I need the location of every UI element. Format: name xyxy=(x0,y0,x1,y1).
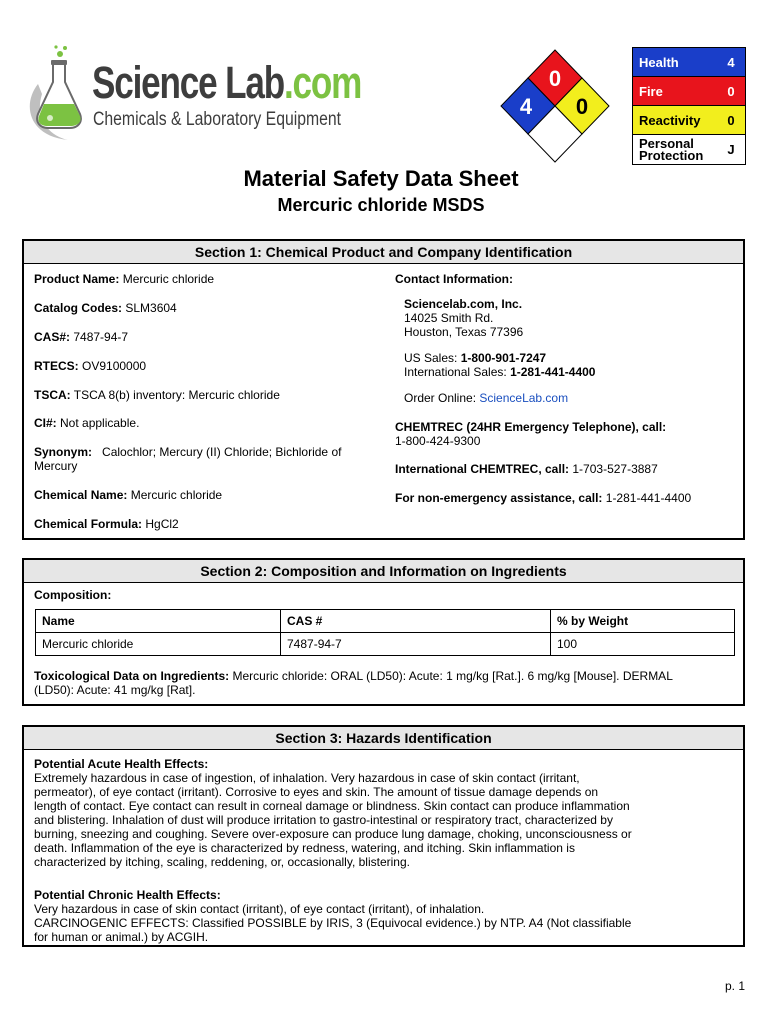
table-cell-cas: 7487-94-7 xyxy=(281,633,551,656)
company-address: Sciencelab.com, Inc. 14025 Smith Rd. Houston, Texas 77396 xyxy=(404,297,524,339)
hmis-row-ppe xyxy=(633,135,745,164)
rtecs-field: RTECS: OV9100000 xyxy=(34,359,147,373)
hmis-row-health xyxy=(633,48,745,77)
document-title: Material Safety Data Sheet xyxy=(243,166,519,191)
intl-chemtrec-field: International CHEMTREC, call: 1-703-527-3887 xyxy=(395,462,658,476)
order-online-link[interactable]: ScienceLab.com xyxy=(479,391,569,405)
table-cell-weight: 100 xyxy=(551,633,735,656)
section-3 xyxy=(22,725,745,947)
cas-field: CAS#: 7487-94-7 xyxy=(34,330,129,344)
hmis-label xyxy=(632,47,746,165)
hmis-row-fire xyxy=(633,77,745,106)
chemtrec-field: CHEMTREC (24HR Emergency Telephone), call: 1-800-424-9300 xyxy=(395,420,667,448)
non-emergency-field: For non-emergency assistance, call: 1-281-441-4400 xyxy=(395,491,692,505)
page-number: p. 1 xyxy=(724,979,745,993)
nfpa-health-value: 4 xyxy=(519,94,533,119)
order-online-field: Order Online: ScienceLab.com xyxy=(404,391,569,405)
section-2 xyxy=(22,558,745,706)
document-subtitle: Mercuric chloride MSDS xyxy=(277,195,485,215)
sales-phones: US Sales: 1-800-901-7247 International Sales: 1-281-441-4400 xyxy=(404,351,596,379)
ci-field: CI#: Not applicable. xyxy=(34,416,140,430)
composition-table xyxy=(35,609,735,656)
nfpa-diamond xyxy=(500,48,610,164)
logo-tagline: Chemicals & Laboratory Equipment xyxy=(93,109,342,130)
hmis-health-value: 4 xyxy=(727,54,735,70)
section-3-heading: Section 3: Hazards Identification xyxy=(24,727,743,750)
composition-label: Composition: xyxy=(34,588,112,602)
synonym-field: Synonym: Calochlor; Mercury (II) Chloride; Bichloride of Mercury xyxy=(34,445,342,473)
table-header-row xyxy=(36,610,735,633)
table-cell-name: Mercuric chloride xyxy=(36,633,281,656)
chemical-name-field: Chemical Name: Mercuric chloride xyxy=(34,488,223,502)
hmis-fire-label: Fire xyxy=(639,83,663,99)
hmis-fire-value: 0 xyxy=(727,83,735,99)
section-1-heading: Section 1: Chemical Product and Company Identification xyxy=(24,241,743,264)
table-row xyxy=(36,633,735,656)
table-header-weight: % by Weight xyxy=(551,610,735,633)
section-1 xyxy=(22,239,745,540)
acute-health-effects: Potential Acute Health Effects: Extremely hazardous in case of ingestion, of inhalation. Very hazardous in case of skin contact (irritant, permeator), of eye contact (irritant). Corrosive to eyes and skin. The amount of tissue damage depends on length of contact. Eye contact can result in corneal damage or blindness. Skin contact can produce inflammation and blistering. Inhalation of dust will produce irritation to gastro-intestinal or respiratory tract, characterized by burning, sneezing and coughing. Severe over-exposure can produce lung damage, choking, unconsciousness or death. Inflammation of the eye is characterized by redness, watering, and itching. Skin inflammation is characterized by itching, scaling, reddening, or, occasionally, blistering. xyxy=(34,757,632,869)
nfpa-fire-value: 0 xyxy=(548,66,562,91)
hmis-reactivity-value: 0 xyxy=(727,112,735,128)
toxicological-data: Toxicological Data on Ingredients: Mercuric chloride: ORAL (LD50): Acute: 1 mg/kg [Rat.]. 6 mg/kg [Mouse]. DERMAL (LD50): Acute: 41 mg/kg [Rat]. xyxy=(34,669,673,697)
section-2-heading: Section 2: Composition and Information on Ingredients xyxy=(24,560,743,583)
logo-wordmark: Science Lab.com xyxy=(92,57,362,108)
hmis-row-reactivity xyxy=(633,106,745,135)
contact-info-label: Contact Information: xyxy=(395,272,513,286)
catalog-codes-field: Catalog Codes: SLM3604 xyxy=(34,301,177,315)
hmis-reactivity-label: Reactivity xyxy=(639,112,701,128)
tsca-field: TSCA: TSCA 8(b) inventory: Mercuric chloride xyxy=(34,388,280,402)
product-name-field: Product Name: Mercuric chloride xyxy=(34,272,215,286)
hmis-health-label: Health xyxy=(639,54,679,70)
chronic-health-effects: Potential Chronic Health Effects: Very hazardous in case of skin contact (irritant), of eye contact (irritant), of inhalation. CARCINOGENIC EFFECTS: Classified POSSIBLE by IRIS, 3 (Equivocal evidence.) by NTP. A4 (Not classifiable for human or animal.) by ACGIH. xyxy=(34,888,632,944)
hmis-ppe-value: J xyxy=(727,141,735,157)
chemical-formula-field: Chemical Formula: HgCl2 xyxy=(34,517,179,531)
hmis-ppe-label: Personal Protection xyxy=(639,135,704,163)
table-header-name: Name xyxy=(36,610,281,633)
table-header-cas: CAS # xyxy=(281,610,551,633)
nfpa-reactivity-value: 0 xyxy=(575,94,589,119)
